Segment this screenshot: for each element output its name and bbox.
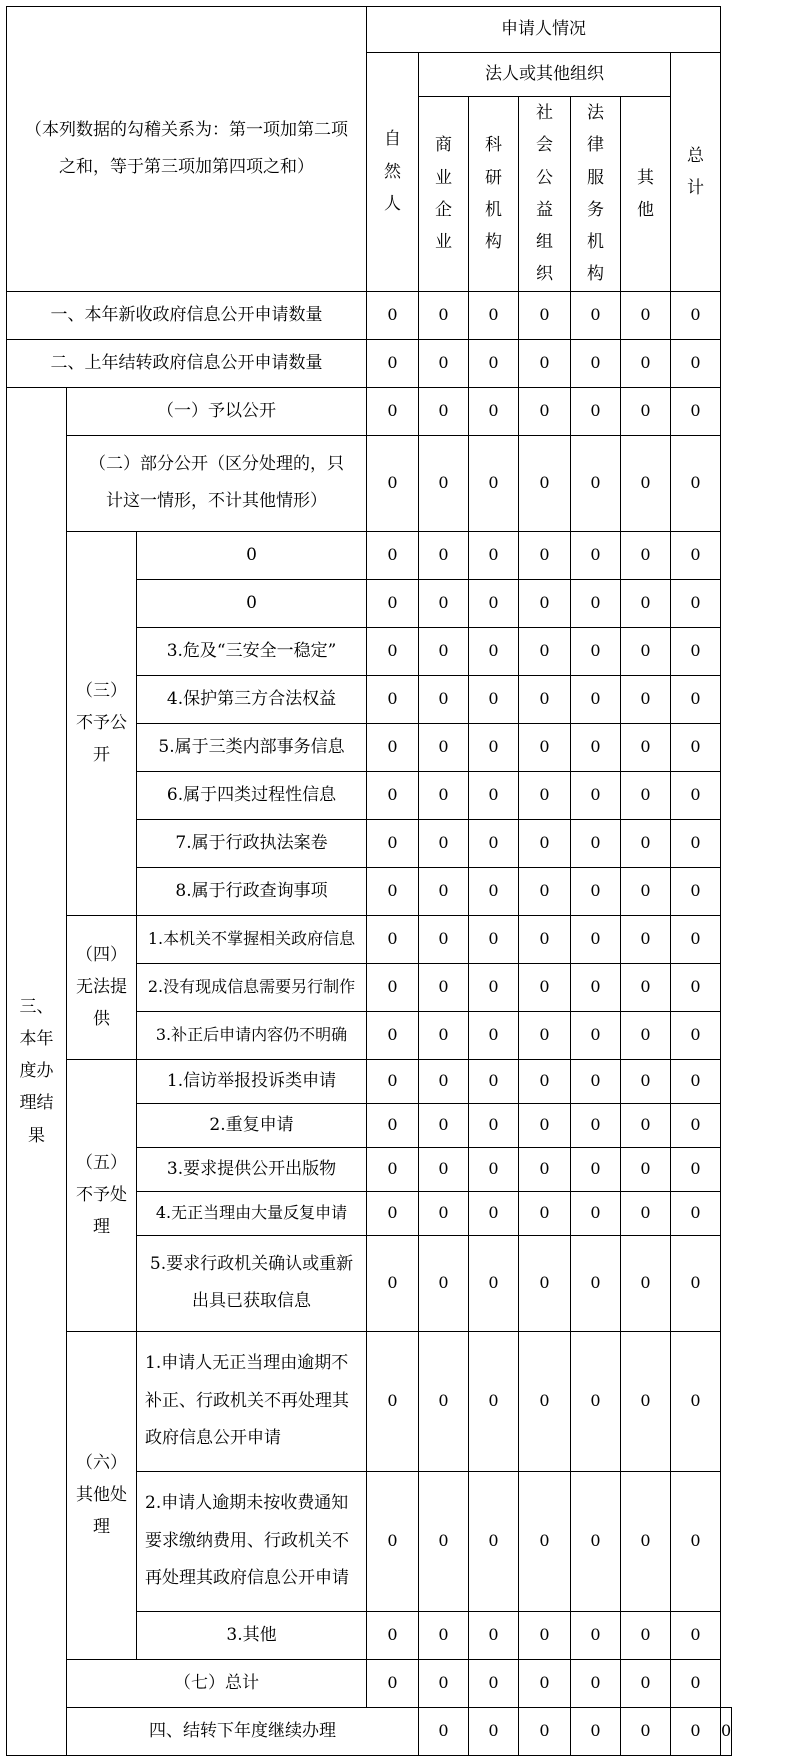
cell-value: 0 (419, 1707, 469, 1755)
cell-value: 0 (571, 1659, 621, 1707)
not-handle-label: （五）不予处理 (67, 1059, 137, 1331)
cell-value: 0 (671, 867, 721, 915)
cell-value: 0 (571, 1059, 621, 1103)
col-legal-service: 法律服务机构 (571, 97, 621, 292)
cell-value: 0 (671, 819, 721, 867)
cell-value: 0 (367, 1471, 419, 1611)
cell-value: 0 (469, 339, 519, 387)
cell-value: 0 (367, 435, 419, 531)
cell-value: 0 (367, 1011, 419, 1059)
cell-value: 0 (419, 1471, 469, 1611)
table-row (7, 387, 732, 435)
cell-value: 0 (621, 627, 671, 675)
cell-value: 0 (367, 1611, 419, 1659)
row-label: （二）部分公开（区分处理的，只计这一情形，不计其他情形） (67, 435, 367, 531)
cell-value: 0 (671, 1059, 721, 1103)
cell-value: 0 (519, 723, 571, 771)
cell-value: 0 (469, 675, 519, 723)
cell-value: 0 (367, 1147, 419, 1191)
cell-value: 0 (571, 675, 621, 723)
cell-value: 0 (367, 531, 419, 579)
table-row (7, 1059, 732, 1103)
cell-value: 0 (571, 1103, 621, 1147)
cell-value: 0 (519, 1191, 571, 1235)
cell-value: 0 (469, 435, 519, 531)
cell-value: 0 (419, 291, 469, 339)
cell-value: 0 (469, 915, 519, 963)
row-label: 8.属于行政查询事项 (137, 867, 367, 915)
cell-value: 0 (367, 627, 419, 675)
cell-value: 0 (469, 1059, 519, 1103)
cell-value: 0 (367, 339, 419, 387)
cell-value: 0 (621, 963, 671, 1011)
cell-value: 0 (419, 1147, 469, 1191)
cell-value: 0 (571, 291, 621, 339)
cell-value: 0 (469, 1611, 519, 1659)
cell-value: 0 (621, 387, 671, 435)
cell-value: 0 (469, 531, 519, 579)
cell-value: 0 (621, 1059, 671, 1103)
cell-value: 0 (671, 1659, 721, 1707)
cell-value: 0 (671, 1331, 721, 1471)
cell-value: 0 (469, 579, 519, 627)
cell-value: 0 (367, 771, 419, 819)
cell-value: 0 (469, 1659, 519, 1707)
cell-value: 0 (367, 675, 419, 723)
cell-value: 0 (671, 387, 721, 435)
cell-value: 0 (519, 1103, 571, 1147)
cell-value: 0 (671, 1103, 721, 1147)
other-label: （六）其他处理 (67, 1331, 137, 1659)
cell-value: 0 (367, 867, 419, 915)
cell-value: 0 (519, 771, 571, 819)
cell-value: 0 (367, 1235, 419, 1331)
cell-value: 0 (519, 1471, 571, 1611)
row-label: 7.属于行政执法案卷 (137, 819, 367, 867)
cell-value: 0 (621, 819, 671, 867)
cell-value: 0 (419, 627, 469, 675)
cell-value: 0 (621, 771, 671, 819)
table-row (7, 1707, 732, 1755)
cell-value: 0 (671, 1147, 721, 1191)
cell-value: 0 (671, 531, 721, 579)
cell-value: 0 (469, 1103, 519, 1147)
cell-value: 0 (469, 963, 519, 1011)
cell-value: 0 (469, 1235, 519, 1331)
col-public-welfare: 社会公益组织 (519, 97, 571, 292)
cell-value: 0 (419, 867, 469, 915)
cell-value: 0 (419, 771, 469, 819)
cell-value: 0 (519, 867, 571, 915)
cell-value: 0 (571, 531, 621, 579)
cell-value: 0 (519, 387, 571, 435)
cell-value: 0 (419, 915, 469, 963)
row-label: 5.属于三类内部事务信息 (137, 723, 367, 771)
row-label: 2.没有现成信息需要另行制作 (137, 963, 367, 1011)
cell-value: 0 (519, 1011, 571, 1059)
cell-value: 0 (519, 579, 571, 627)
cell-value: 0 (367, 579, 419, 627)
cell-value: 0 (519, 627, 571, 675)
cell-value: 0 (621, 531, 671, 579)
cell-value: 0 (469, 1471, 519, 1611)
cell-value: 0 (469, 1191, 519, 1235)
cell-value: 0 (419, 1011, 469, 1059)
cell-value: 0 (671, 579, 721, 627)
cell-value: 0 (519, 675, 571, 723)
not-open-label: （三）不予公开 (67, 531, 137, 915)
cell-value: 0 (671, 723, 721, 771)
row-label: 一、本年新收政府信息公开申请数量 (7, 291, 367, 339)
cell-value: 0 (419, 531, 469, 579)
cell-value: 0 (469, 1331, 519, 1471)
table-row (7, 435, 732, 531)
table-row (7, 339, 732, 387)
cell-value: 0 (671, 1191, 721, 1235)
cell-value: 0 (367, 387, 419, 435)
cell-value: 0 (671, 339, 721, 387)
table-row (7, 291, 732, 339)
cell-value: 0 (671, 1011, 721, 1059)
cell-value: 0 (469, 819, 519, 867)
cell-value: 0 (419, 435, 469, 531)
row-label: 3.危及“三安全一稳定” (137, 627, 367, 675)
cell-value: 0 (621, 1331, 671, 1471)
col-research: 科研机构 (469, 97, 519, 292)
cell-value: 0 (367, 819, 419, 867)
cell-value: 0 (519, 963, 571, 1011)
row-label: 2.重复申请 (137, 1103, 367, 1147)
cell-value: 0 (571, 1235, 621, 1331)
table-row (7, 1331, 732, 1471)
cell-value: 0 (519, 435, 571, 531)
cell-value: 0 (571, 435, 621, 531)
header-applicant: 申请人情况 (367, 7, 721, 53)
row-label: 3.其他 (137, 1611, 367, 1659)
cell-value: 0 (671, 435, 721, 531)
cell-value: 0 (621, 435, 671, 531)
cell-value: 0 (671, 1611, 721, 1659)
cell-value: 0 (721, 1707, 732, 1755)
cell-value: 0 (621, 1611, 671, 1659)
cell-value: 0 (419, 1059, 469, 1103)
cell-value: 0 (419, 1235, 469, 1331)
cell-value: 0 (419, 1611, 469, 1659)
cell-value: 0 (671, 1235, 721, 1331)
col-natural-person: 自然人 (367, 53, 419, 292)
cell-value: 0 (519, 531, 571, 579)
cell-value: 0 (469, 771, 519, 819)
cell-value: 0 (419, 339, 469, 387)
cell-value: 0 (621, 1707, 671, 1755)
cell-value: 0 (519, 1059, 571, 1103)
cell-value: 0 (621, 1235, 671, 1331)
cell-value: 0 (671, 675, 721, 723)
cell-value: 0 (621, 1659, 671, 1707)
cell-value: 0 (671, 1471, 721, 1611)
cell-value: 0 (519, 915, 571, 963)
row-label: 0 (137, 579, 367, 627)
cell-value: 0 (571, 1611, 621, 1659)
cell-value: 0 (621, 1011, 671, 1059)
cell-value: 0 (571, 1707, 621, 1755)
cell-value: 0 (671, 1707, 721, 1755)
cell-value: 0 (419, 675, 469, 723)
cell-value: 0 (571, 723, 621, 771)
row-label: 1.信访举报投诉类申请 (137, 1059, 367, 1103)
cell-value: 0 (621, 1103, 671, 1147)
header-legal-org: 法人或其他组织 (419, 53, 671, 97)
cell-value: 0 (571, 1147, 621, 1191)
cell-value: 0 (367, 1191, 419, 1235)
cell-value: 0 (671, 627, 721, 675)
cell-value: 0 (571, 771, 621, 819)
cell-value: 0 (419, 579, 469, 627)
cell-value: 0 (519, 291, 571, 339)
cell-value: 0 (671, 963, 721, 1011)
row-label: 0 (137, 531, 367, 579)
cell-value: 0 (367, 963, 419, 1011)
cell-value: 0 (571, 915, 621, 963)
cell-value: 0 (571, 1331, 621, 1471)
table-row (7, 1659, 732, 1707)
row-label: 3.补正后申请内容仍不明确 (137, 1011, 367, 1059)
cell-value: 0 (571, 867, 621, 915)
row-label: 二、上年结转政府信息公开申请数量 (7, 339, 367, 387)
cell-value: 0 (571, 1011, 621, 1059)
cell-value: 0 (621, 1471, 671, 1611)
cell-value: 0 (469, 1707, 519, 1755)
cell-value: 0 (519, 1611, 571, 1659)
cell-value: 0 (419, 1331, 469, 1471)
cell-value: 0 (469, 1147, 519, 1191)
cell-value: 0 (367, 1059, 419, 1103)
section3-label: 三、本年度办理结果 (7, 387, 67, 1755)
row-label: 1.申请人无正当理由逾期不补正、行政机关不再处理其政府信息公开申请 (137, 1331, 367, 1471)
cell-value: 0 (519, 1331, 571, 1471)
cell-value: 0 (469, 627, 519, 675)
cell-value: 0 (621, 675, 671, 723)
row-label: 5.要求行政机关确认或重新出具已获取信息 (137, 1235, 367, 1331)
table-row (7, 531, 732, 579)
cell-value: 0 (571, 339, 621, 387)
cell-value: 0 (469, 1011, 519, 1059)
cell-value: 0 (367, 723, 419, 771)
table-row (7, 915, 732, 963)
cell-value: 0 (571, 579, 621, 627)
cell-value: 0 (621, 915, 671, 963)
cell-value: 0 (519, 1707, 571, 1755)
cell-value: 0 (367, 1331, 419, 1471)
cell-value: 0 (419, 723, 469, 771)
cell-value: 0 (519, 1659, 571, 1707)
cell-value: 0 (519, 1147, 571, 1191)
cell-value: 0 (469, 867, 519, 915)
cell-value: 0 (469, 291, 519, 339)
cell-value: 0 (621, 579, 671, 627)
row-label: 2.申请人逾期未按收费通知要求缴纳费用、行政机关不再处理其政府信息公开申请 (137, 1471, 367, 1611)
cell-value: 0 (419, 819, 469, 867)
row-label: 1.本机关不掌握相关政府信息 (137, 915, 367, 963)
row-label: 四、结转下年度继续办理 (67, 1707, 419, 1755)
cell-value: 0 (671, 291, 721, 339)
row-label: 4.保护第三方合法权益 (137, 675, 367, 723)
cell-value: 0 (571, 387, 621, 435)
cell-value: 0 (671, 915, 721, 963)
cell-value: 0 (419, 1191, 469, 1235)
cell-value: 0 (469, 387, 519, 435)
col-business: 商业企业 (419, 97, 469, 292)
cell-value: 0 (571, 627, 621, 675)
col-total: 总计 (671, 53, 721, 292)
cell-value: 0 (621, 1147, 671, 1191)
cell-value: 0 (419, 387, 469, 435)
row-label: （七）总计 (67, 1659, 367, 1707)
cell-value: 0 (367, 1659, 419, 1707)
cell-value: 0 (419, 963, 469, 1011)
header-note: （本列数据的勾稽关系为：第一项加第二项之和，等于第三项加第四项之和） (7, 7, 367, 292)
cell-value: 0 (469, 723, 519, 771)
cell-value: 0 (367, 1103, 419, 1147)
info-disclosure-table (6, 6, 732, 1756)
cell-value: 0 (367, 915, 419, 963)
cell-value: 0 (419, 1103, 469, 1147)
cell-value: 0 (571, 819, 621, 867)
cell-value: 0 (519, 819, 571, 867)
cell-value: 0 (519, 339, 571, 387)
cell-value: 0 (519, 1235, 571, 1331)
report-table-wrapper (6, 6, 732, 1756)
row-label: 6.属于四类过程性信息 (137, 771, 367, 819)
cell-value: 0 (621, 867, 671, 915)
row-label: （一）予以公开 (67, 387, 367, 435)
row-label: 3.要求提供公开出版物 (137, 1147, 367, 1191)
col-other: 其他 (621, 97, 671, 292)
cell-value: 0 (571, 1471, 621, 1611)
cell-value: 0 (621, 723, 671, 771)
row-label: 4.无正当理由大量反复申请 (137, 1191, 367, 1235)
cell-value: 0 (419, 1659, 469, 1707)
cell-value: 0 (621, 1191, 671, 1235)
cell-value: 0 (571, 963, 621, 1011)
cell-value: 0 (621, 291, 671, 339)
cell-value: 0 (367, 291, 419, 339)
cell-value: 0 (671, 771, 721, 819)
unable-label: （四）无法提供 (67, 915, 137, 1059)
cell-value: 0 (621, 339, 671, 387)
cell-value: 0 (571, 1191, 621, 1235)
